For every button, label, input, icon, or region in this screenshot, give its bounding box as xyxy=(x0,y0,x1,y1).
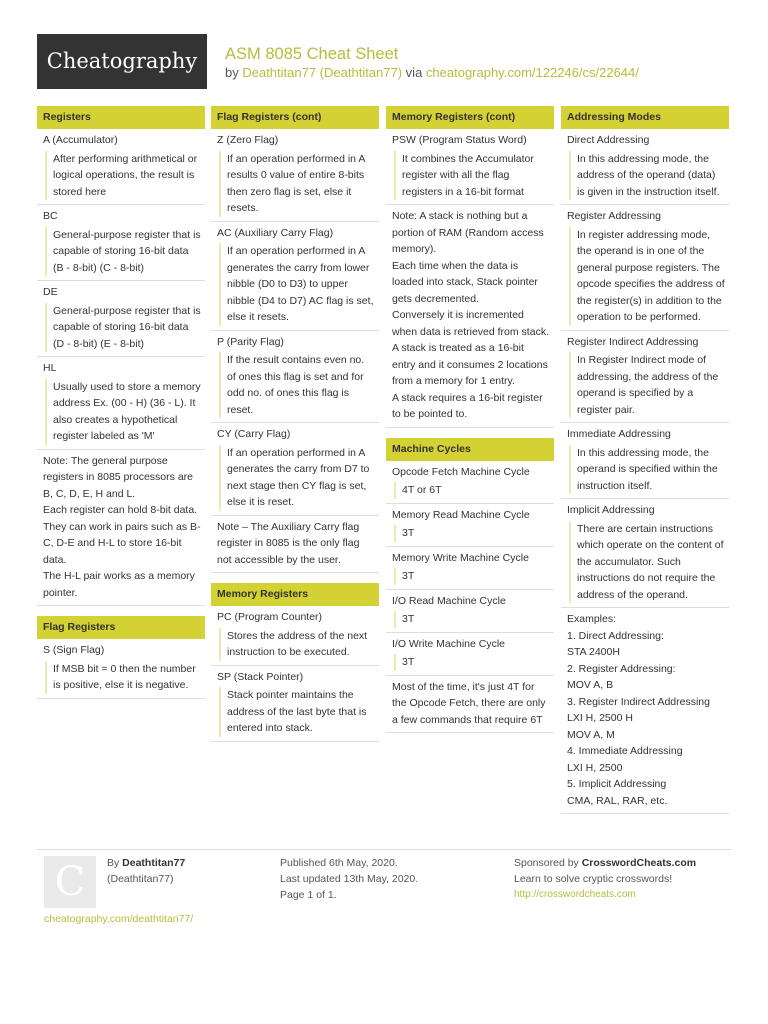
note-line: The H-L pair works as a memory pointer. xyxy=(43,570,195,599)
note-line: MOV A, B xyxy=(567,679,614,691)
entry-term: CY (Carry Flag) xyxy=(217,428,291,440)
entry-description: Stores the address of the next instruction to be executed. xyxy=(219,628,375,661)
entry-term: A (Accumulator) xyxy=(43,134,118,146)
entry-description: It combines the Accumulator register with all the flag registers in a 16-bit format xyxy=(394,151,550,201)
entry-description: There are certain instructions which operate on the content of the accumulator. Such instructions do not require the address of the operand. xyxy=(569,521,725,604)
section-header: Registers xyxy=(37,106,205,129)
entry-term: Register Indirect Addressing xyxy=(567,335,699,348)
footer-author-url[interactable]: cheatography.com/deathtitan77/ xyxy=(44,913,194,925)
entry-term: HL xyxy=(43,362,57,374)
section xyxy=(37,106,205,606)
cheatography-logo[interactable]: Cheatography xyxy=(37,34,207,89)
entry-term: S (Sign Flag) xyxy=(43,644,105,656)
note-line: LXI H, 2500 xyxy=(567,761,623,774)
author-link[interactable]: Deathtitan77 (Deathtitan77) xyxy=(242,65,403,80)
entry-description: General-purpose register that is capable of storing 16-bit data (D - 8-bit) (E - 8-bit) xyxy=(45,303,201,353)
entry-term: PC (Program Counter) xyxy=(217,611,323,623)
footer-author-sub: (Deathtitan77) xyxy=(107,873,174,885)
footer-author-line xyxy=(107,855,185,872)
footer-divider xyxy=(37,849,731,850)
section-header: Memory Registers (cont) xyxy=(386,106,554,129)
entry-row xyxy=(561,331,729,424)
note-line: Conversely it is incremented when data is retrieved from stack. xyxy=(392,309,549,338)
entry-description: 4T or 6T xyxy=(394,482,550,499)
entry-description: In this addressing mode, the address of the operand (data) is given in the instruction itself. xyxy=(569,151,725,201)
section-header: Addressing Modes xyxy=(561,106,729,129)
entry-term: Register Addressing xyxy=(567,210,661,222)
entry-row xyxy=(37,281,205,357)
entry-row xyxy=(386,633,554,676)
entry-row xyxy=(37,205,205,281)
entry-description: Usually used to store a memory address Ex. (00 - H) (36 - L). It also creates a hypothetical register labeled as 'M' xyxy=(45,379,201,445)
section xyxy=(37,616,205,699)
entry-row xyxy=(561,129,729,205)
section-note xyxy=(37,450,205,607)
entry-row xyxy=(386,590,554,633)
note-line: 4. Immediate Addressing xyxy=(567,745,683,757)
entry-row xyxy=(561,205,729,331)
note-line: Note: The general purpose registers in 8085 processors are B, C, D, E, H and L. xyxy=(43,454,193,500)
entry-row xyxy=(211,423,379,516)
entry-description: 3T xyxy=(394,654,550,671)
entry-term: Z (Zero Flag) xyxy=(217,134,279,146)
section xyxy=(211,106,379,573)
footer-sponsor-url[interactable]: http://crosswordcheats.com xyxy=(514,889,636,900)
note-line: A stack is treated as a 16-bit entry and it consumes 2 locations from a memory for 1 entry. xyxy=(392,342,548,387)
section-header: Machine Cycles xyxy=(386,438,554,461)
column-1 xyxy=(37,106,205,709)
entry-description: General-purpose register that is capable of storing 16-bit data (B - 8-bit) (C - 8-bit) xyxy=(45,227,201,277)
entry-description: If an operation performed in A generates the carry from D7 to next stage then CY flag is set, else it is reset. xyxy=(219,445,375,511)
entry-row xyxy=(386,129,554,205)
footer-sponsor-tagline: Learn to solve cryptic crosswords! xyxy=(514,873,673,885)
note-line: 2. Register Addressing: xyxy=(567,662,676,675)
entry-row xyxy=(561,423,729,499)
entry-term: Memory Write Machine Cycle xyxy=(392,551,529,564)
entry-term: I/O Write Machine Cycle xyxy=(392,637,506,650)
note-line: They can work in pairs such as B-C, D-E and H-L to store 16-bit data. xyxy=(43,520,201,566)
entry-term: DE xyxy=(43,286,58,298)
note-line: STA 2400H xyxy=(567,646,620,658)
section-note xyxy=(386,676,554,734)
note-line: A stack requires a 16-bit register to be pointed to. xyxy=(392,391,543,420)
note-line: LXI H, 2500 H xyxy=(567,712,633,724)
note-line: 3. Register Indirect Addressing xyxy=(567,695,710,708)
byline-via: via xyxy=(402,65,426,80)
column-2 xyxy=(211,106,379,752)
page-title: ASM 8085 Cheat Sheet xyxy=(225,45,399,63)
section xyxy=(561,106,729,814)
note-line: Note – The Auxiliary Carry flag register in 8085 is the only flag not accessible by the user. xyxy=(217,520,360,566)
section-note xyxy=(386,205,554,428)
entry-term: SP (Stack Pointer) xyxy=(217,670,304,683)
entry-description: 3T xyxy=(394,525,550,542)
note-line: 5. Implicit Addressing xyxy=(567,778,667,790)
footer-by: By xyxy=(107,857,123,869)
note-line: Note: A stack is nothing but a portion of RAM (Random access memory). xyxy=(392,210,544,255)
note-line: Most of the time, it's just 4T for the Opcode Fetch, there are only a few commands that require 6T xyxy=(392,680,546,726)
cheatography-c-logo: C xyxy=(44,856,96,908)
section xyxy=(211,583,379,742)
entry-description: In register addressing mode, the operand is in one of the general purpose registers. The opcode specifies the address of the register(s) in addition to the operation to be performed. xyxy=(569,227,725,326)
footer-sponsor[interactable]: CrosswordCheats.com xyxy=(581,857,697,869)
column-4 xyxy=(561,106,729,824)
entry-row xyxy=(211,666,379,742)
entry-term: P (Parity Flag) xyxy=(217,335,284,348)
entry-row xyxy=(37,639,205,699)
entry-description: Stack pointer maintains the address of the last byte that is entered into stack. xyxy=(219,687,375,737)
entry-description: 3T xyxy=(394,611,550,628)
note-line: Each time when the data is loaded into stack, Stack pointer gets decremented. xyxy=(392,259,538,305)
entry-term: Implicit Addressing xyxy=(567,504,655,516)
entry-term: BC xyxy=(43,210,58,222)
column-3 xyxy=(386,106,554,743)
section-note xyxy=(211,516,379,574)
entry-row xyxy=(386,461,554,504)
footer-updated: Last updated 13th May, 2020. xyxy=(280,873,419,885)
entry-term: I/O Read Machine Cycle xyxy=(392,594,506,607)
entry-term: Immediate Addressing xyxy=(567,428,671,440)
entry-term: Opcode Fetch Machine Cycle xyxy=(392,465,530,478)
note-line: 1. Direct Addressing: xyxy=(567,629,664,642)
entry-row xyxy=(211,606,379,666)
note-line: CMA, RAL, RAR, etc. xyxy=(567,794,668,807)
entry-term: PSW (Program Status Word) xyxy=(392,134,527,146)
byline xyxy=(225,65,639,81)
section xyxy=(386,438,554,734)
footer-published: Published 6th May, 2020. xyxy=(280,857,398,869)
entry-row xyxy=(386,547,554,590)
entry-row xyxy=(37,129,205,205)
note-line: Each register can hold 8-bit data. xyxy=(43,504,198,516)
byline-by: by xyxy=(225,65,243,80)
entry-row xyxy=(211,222,379,331)
entry-row xyxy=(561,499,729,608)
section-header: Flag Registers (cont) xyxy=(211,106,379,129)
entry-term: AC (Auxiliary Carry Flag) xyxy=(217,226,334,239)
entry-description: If an operation performed in A results 0 value of entire 8-bits then zero flag is set, else it resets. xyxy=(219,151,375,217)
footer-author[interactable]: Deathtitan77 xyxy=(122,857,186,869)
entry-row xyxy=(37,357,205,450)
entry-row xyxy=(211,129,379,222)
section-header: Memory Registers xyxy=(211,583,379,606)
entry-description: In this addressing mode, the operand is specified within the instruction itself. xyxy=(569,445,725,495)
footer-sponsor-line xyxy=(514,855,696,872)
entry-description: In Register Indirect mode of addressing, the address of the operand is specified by a register pair. xyxy=(569,352,725,418)
sheet-url-link[interactable]: cheatography.com/122246/cs/22644/ xyxy=(425,65,639,80)
entry-description: If the result contains even no. of ones this flag is set and for odd no. of ones this flag is reset. xyxy=(219,352,375,418)
footer-sponsored-by: Sponsored by xyxy=(514,857,582,869)
entry-row xyxy=(211,331,379,424)
note-line: Examples: xyxy=(567,613,617,625)
entry-description: If MSB bit = 0 then the number is positive, else it is negative. xyxy=(45,661,201,694)
entry-row xyxy=(386,504,554,547)
note-line: MOV A, M xyxy=(567,728,615,741)
entry-description: If an operation performed in A generates the carry from lower nibble (D0 to D3) to upper nibble (D4 to D7) AC flag is set, else it resets. xyxy=(219,243,375,326)
section xyxy=(386,106,554,428)
section-note xyxy=(561,608,729,814)
entry-description: After performing arithmetical or logical operations, the result is stored here xyxy=(45,151,201,201)
entry-description: 3T xyxy=(394,568,550,585)
entry-term: Memory Read Machine Cycle xyxy=(392,508,530,521)
section-header: Flag Registers xyxy=(37,616,205,639)
entry-term: Direct Addressing xyxy=(567,134,650,146)
footer-page: Page 1 of 1. xyxy=(280,889,337,901)
